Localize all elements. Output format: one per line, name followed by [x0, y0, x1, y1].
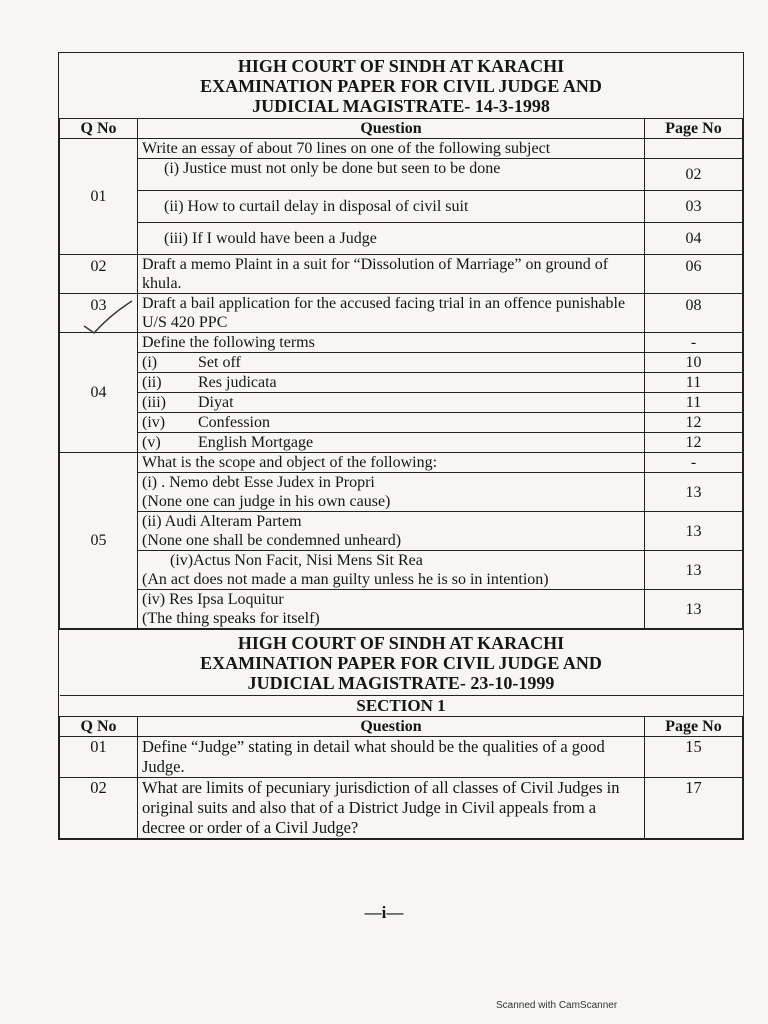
p2-q02-number: 02 — [60, 778, 138, 839]
q01-item-2: (ii) How to curtail delay in disposal of civil suit — [138, 191, 645, 223]
q05-item-3 — [138, 551, 645, 590]
table-row — [60, 737, 743, 778]
q05-item-1 — [138, 473, 645, 512]
q04-item-4-term: Confession — [198, 414, 270, 431]
q05-item-2 — [138, 512, 645, 551]
q05-item-3-line2: (An act does not made a man guilty unless he is so in intention) — [142, 571, 549, 588]
q04-item-3-term: Diyat — [198, 394, 234, 411]
table-row — [60, 353, 743, 373]
q01-item-3: (iii) If I would have been a Judge — [138, 223, 645, 255]
q04-item-3 — [138, 393, 645, 413]
table-row — [60, 393, 743, 413]
q01-intro-page — [645, 139, 743, 159]
q04-item-5 — [138, 433, 645, 453]
table-row — [60, 191, 743, 223]
paper1-title-line-2: EXAMINATION PAPER FOR CIVIL JUDGE AND — [200, 76, 602, 96]
q04-item-1 — [138, 353, 645, 373]
col-page: Page No — [645, 119, 743, 139]
q04-item-5-page: 12 — [645, 433, 743, 453]
q04-item-1-page: 10 — [645, 353, 743, 373]
q05-intro: What is the scope and object of the following: — [138, 453, 645, 473]
q05-item-2-page: 13 — [645, 512, 743, 551]
q04-item-4 — [138, 413, 645, 433]
paper2-title-line-3: JUDICIAL MAGISTRATE- 23-10-1999 — [247, 673, 555, 693]
paper1-title-line-3: JUDICIAL MAGISTRATE- 14-3-1998 — [252, 96, 550, 116]
col-qno: Q No — [60, 119, 138, 139]
col-question-2: Question — [138, 717, 645, 737]
q02-number: 02 — [60, 255, 138, 294]
q03-number: 03 — [60, 294, 138, 333]
table-row — [60, 512, 743, 551]
q05-item-4-line1: (iv) Res Ipsa Loquitur — [142, 591, 284, 608]
q04-item-3-num: (iii) — [142, 394, 166, 411]
q01-intro: Write an essay of about 70 lines on one of the following subject — [138, 139, 645, 159]
q02-page: 06 — [645, 255, 743, 294]
section-title: SECTION 1 — [60, 696, 743, 717]
q05-item-1-line1: (i) . Nemo debt Esse Judex in Propri — [142, 474, 375, 491]
q02-text: Draft a memo Plaint in a suit for “Dissolution of Marriage” on ground of khula. — [138, 255, 645, 294]
q04-item-1-num: (i) — [142, 354, 158, 371]
q05-item-1-page: 13 — [645, 473, 743, 512]
section-row — [60, 696, 743, 717]
q03-page: 08 — [645, 294, 743, 333]
q05-intro-page: - — [645, 453, 743, 473]
q04-item-1-term: Set off — [198, 354, 241, 371]
q05-item-4-page: 13 — [645, 590, 743, 629]
p2-q01-text: Define “Judge” stating in detail what should be the qualities of a good Judge. — [138, 737, 645, 778]
q05-item-2-line1: (ii) Audi Alteram Partem — [142, 513, 302, 530]
paper1-header-row — [60, 119, 743, 139]
q05-item-4-line2: (The thing speaks for itself) — [142, 610, 320, 627]
q05-item-4 — [138, 590, 645, 629]
table-row — [60, 551, 743, 590]
p2-q01-page: 15 — [644, 737, 742, 778]
p2-q01-number: 01 — [60, 737, 138, 778]
q01-number: 01 — [60, 139, 138, 255]
table-row — [60, 433, 743, 453]
q05-item-3-page: 13 — [645, 551, 743, 590]
col-qno-2: Q No — [60, 717, 138, 737]
q01-item-3-page: 04 — [645, 223, 743, 255]
paper1-header — [59, 53, 743, 118]
table-row — [60, 473, 743, 512]
table-row — [60, 373, 743, 393]
q04-item-4-page: 12 — [645, 413, 743, 433]
paper2-table — [59, 695, 743, 839]
q04-item-2-page: 11 — [645, 373, 743, 393]
table-row — [60, 139, 743, 159]
table-row — [60, 778, 743, 839]
q05-number: 05 — [60, 453, 138, 629]
p2-q02-text: What are limits of pecuniary jurisdiction of all classes of Civil Judges in original suits and also that of a District Judge in Civil appeals from a decree or order of a Civil Judge? — [138, 778, 645, 839]
q04-item-4-num: (iv) — [142, 414, 166, 431]
q04-intro: Define the following terms — [138, 333, 645, 353]
paper1-title-line-1: HIGH COURT OF SINDH AT KARACHI — [237, 56, 565, 76]
table-row — [60, 159, 743, 191]
q05-item-2-line2: (None one shall be condemned unheard) — [142, 532, 402, 549]
table-row — [60, 294, 743, 333]
q04-intro-page: - — [645, 333, 743, 353]
table-row — [60, 453, 743, 473]
table-row — [60, 255, 743, 294]
table-row — [60, 333, 743, 353]
q04-item-5-term: English Mortgage — [198, 434, 314, 451]
paper2-header-row — [60, 717, 743, 737]
page-number-marker: —i— — [364, 903, 404, 922]
q04-item-2-num: (ii) — [142, 374, 162, 391]
paper2-title-line-1: HIGH COURT OF SINDH AT KARACHI — [237, 633, 565, 653]
q04-item-5-num: (v) — [142, 434, 161, 451]
q03-text: Draft a bail application for the accused facing trial in an offence punishable U/S 420 PPC — [138, 294, 645, 333]
exam-paper-index — [58, 52, 744, 840]
q05-item-3-line1: (iv)Actus Non Facit, Nisi Mens Sit Rea — [170, 552, 423, 569]
q04-number: 04 — [60, 333, 138, 453]
q05-item-1-line2: (None one can judge in his own cause) — [142, 493, 391, 510]
q01-item-2-page: 03 — [645, 191, 743, 223]
table-row — [60, 223, 743, 255]
paper2-title-line-2: EXAMINATION PAPER FOR CIVIL JUDGE AND — [200, 653, 602, 673]
paper2-header — [59, 629, 743, 695]
table-row — [60, 413, 743, 433]
table-row — [60, 590, 743, 629]
p2-q02-page: 17 — [644, 778, 742, 839]
q04-item-3-page: 11 — [645, 393, 743, 413]
handwritten-tick-mark — [80, 300, 140, 340]
q01-item-1-page: 02 — [645, 159, 743, 191]
col-question: Question — [138, 119, 645, 139]
col-page-2: Page No — [644, 717, 742, 737]
q04-item-2-term: Res judicata — [198, 374, 277, 391]
paper1-table — [59, 118, 743, 629]
scanner-watermark: Scanned with CamScanner — [496, 1000, 618, 1011]
q01-item-1: (i) Justice must not only be done but seen to be done — [138, 159, 645, 191]
q04-item-2 — [138, 373, 645, 393]
